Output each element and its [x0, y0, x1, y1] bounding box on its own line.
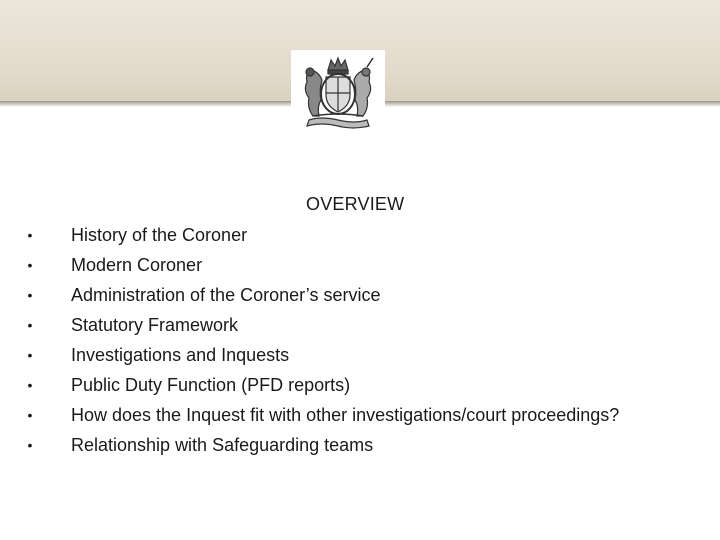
bullet-marker: •: [27, 407, 33, 423]
bullet-marker: •: [27, 347, 33, 363]
bullet-text: How does the Inquest fit with other investigations/court proceedings?: [71, 405, 620, 425]
bullet-marker: •: [27, 377, 33, 393]
bullet-text: History of the Coroner: [71, 225, 248, 245]
slide-title: OVERVIEW: [306, 194, 405, 214]
bullet-text: Relationship with Safeguarding teams: [71, 435, 374, 455]
bullet-text: Statutory Framework: [71, 315, 239, 335]
bullet-marker: •: [27, 317, 33, 333]
list-item: [24, 343, 624, 367]
list-item: [24, 433, 624, 457]
bullet-marker: •: [27, 287, 33, 303]
bullet-text: Public Duty Function (PFD reports): [71, 375, 351, 395]
bullet-marker: •: [27, 257, 33, 273]
list-item: [24, 223, 624, 247]
bullet-text: Investigations and Inquests: [71, 345, 290, 365]
list-item: [24, 283, 624, 307]
bullet-marker: •: [27, 437, 33, 453]
overview-bullet-list: [24, 223, 624, 463]
list-item: [24, 253, 624, 277]
crest-logo: [291, 50, 385, 130]
bullet-marker: •: [27, 227, 33, 243]
list-item: [24, 313, 624, 337]
bullet-text: Administration of the Coroner’s service: [71, 285, 381, 305]
list-item: [24, 373, 624, 397]
royal-coat-of-arms-icon: [291, 50, 385, 130]
bullet-text: Modern Coroner: [71, 255, 203, 275]
list-item: [24, 403, 624, 427]
